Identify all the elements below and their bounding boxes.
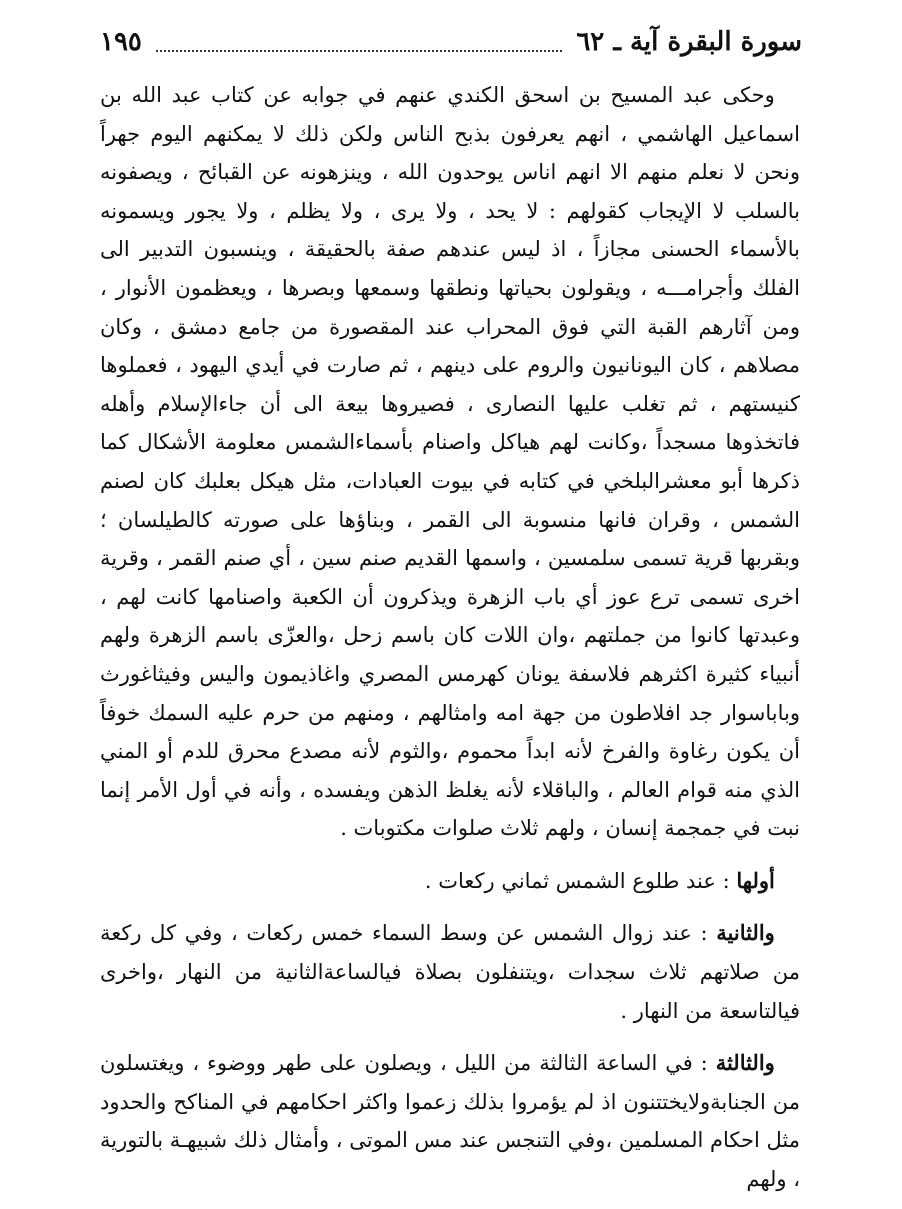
paragraph-text: : في الساعة الثالثة من الليل ، ويصلون على طهر ووضوء ، ويغتسلون من الجنابةولايختتنون اذ لم يؤمروا بذلك زعموا واكثر احكامهم في المناكح والحدود مثل احكام المسلمين ،وفي التنجس عند مس الموتى ، وأمثال ذلك شبيهـة بالتورية ، ولهم xyxy=(100,1051,800,1192)
paragraph-text: : عند طلوع الشمس ثماني ركعات . xyxy=(424,868,730,893)
paragraph-sabians-description xyxy=(100,76,800,848)
paragraph-term: والثالثة xyxy=(715,1050,775,1076)
running-header xyxy=(100,22,802,62)
paragraph-text: : عند زوال الشمس عن وسط السماء خمس ركعات ، وفي كل ركعة من صلاتهم ثلاث سجدات ،ويتنفلون بصلاة فيالساعةالثانية من النهار ،واخرى فيالتاسعة من النهار . xyxy=(100,921,800,1023)
page-number: ١٩٥ xyxy=(100,27,142,57)
header-title: سورة البقرة آية ـ ٦٢ xyxy=(576,27,802,57)
paragraph-term: والثانية xyxy=(716,920,775,946)
body-text xyxy=(100,76,800,1199)
paragraph-third-prayer xyxy=(100,1044,800,1198)
paragraph-text: وحكى عبد المسيح بن اسحق الكندي عنهم في جوابه عن كتاب عبد الله بن اسماعيل الهاشمي ، انهم يعرفون بذبح الناس ولكن ذلك لا يمكنهم اليوم جهراً ونحن لا نعلم منهم الا انهم اناس يوحدون الله ، وينزهونه عن القبائح ، ويصفونه بالسلب لا الإيجاب كقولهم : لا يحد ، ولا يرى ، ولا يظلم ، ولا يجور ويسمونه بالأسماء الحسنى مجازاً ، اذ ليس عندهم صفة بالحقيقة ، وينسبون التدبير الى الفلك وأجرامـــه ، ويقولون بحياتها ونطقها وسمعها وبصرها ، ويعظمون الأنوار ، ومن آثارهم القبة التي فوق المحراب عند المقصورة من جامع دمشق ، وكان مصلاهم ، كان اليونانيون والروم على دينهم ، ثم صارت في أيدي اليهود ، فعملوها كنيستهم ، ثم تغلب عليها النصارى ، فصيروها بيعة الى أن جاءالإسلام وأهله فاتخذوها مسجداً ،وكانت لهم هياكل واصنام بأسماءالشمس معلومة الأشكال كما ذكرها أبو معشرالبلخي في كتابه في بيوت العبادات، مثل هيكل بعلبك كان لصنم الشمس ، وقران فانها منسوبة الى القمر ، وبناؤها على صورته كالطيلسان ؛ وبقربها قرية تسمى سلمسين ، واسمها القديم صنم سين ، أي صنم القمر ، وقرية اخرى تسمى ترع عوز أي باب الزهرة ويذكرون أن الكعبة واصنامها كانت لهم ، وعبدتها كانوا من جملتهم ،وان اللات كان باسم زحل ،والعزّى باسم الزهرة ولهم أنبياء كثيرة اكثرهم فلاسفة يونان كهرمس المصري واغاذيمون واليس وفيثاغورث وباباسوار جد افلاطون من جهة امه وامثالهم ، ومنهم من حرم عليه السمك خوفاً أن يكون رغاوة والفرخ لأنه ابداً محموم ،والثوم لأنه مصدع محرق للدم أو المني الذي منه قوام العالم ، والباقلاء لأنه يغلظ الذهن ويفسده ، وأنه في أول الأمر إنما نبت في جمجمة إنسان ، ولهم ثلاث صلوات مكتوبات . xyxy=(100,83,800,841)
header-dotted-leader xyxy=(156,42,562,52)
paragraph-first-prayer xyxy=(100,862,800,901)
paragraph-second-prayer xyxy=(100,914,800,1030)
paragraph-term: أولها xyxy=(736,867,775,893)
